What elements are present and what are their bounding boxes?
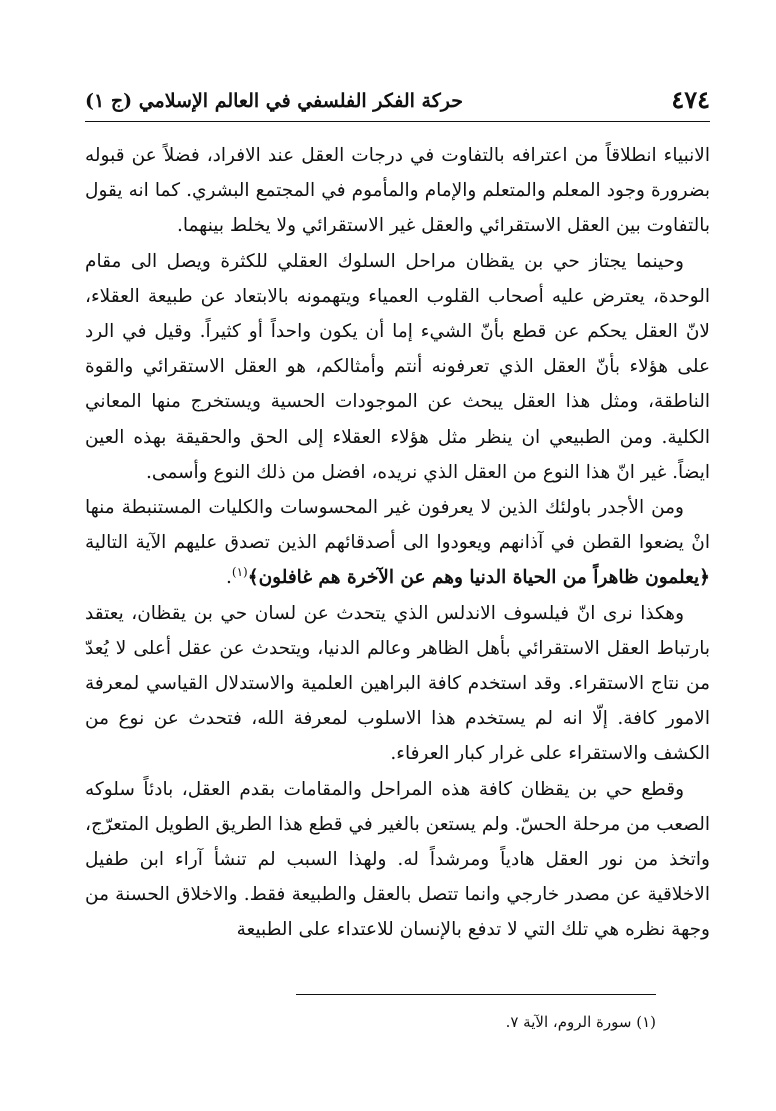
paragraph: الانبياء انطلاقاً من اعترافه بالتفاوت في درجات العقل عند الافراد، فضلاً عن قبوله بضرورة وجود المعلم والمتعلم والإمام والمأموم في المجتمع البشري. كما انه يقول بالتفاوت بين العقل الاستقرائي والعقل غير الاستقرائي ولا يخلط بينهما. (85, 145, 710, 237)
footnote-marker[interactable]: (١) (231, 565, 248, 580)
footnote: (١) سورة الروم، الآية ٧. (505, 1013, 656, 1031)
header-rule (85, 121, 710, 122)
verse-end: . (226, 567, 232, 589)
page-number: ٤٧٤ (671, 85, 710, 114)
paragraph: وحينما يجتاز حي بن يقظان مراحل السلوك العقلي للكثرة ويصل الى مقام الوحدة، يعترض عليه أصحاب القلوب العمياء ويتهمونه بالابتعاد عن طبيعة العقلاء، لانّ العقل يحكم عن قطع بأنّ الشيء إما أن يكون واحداً أو كثيراً. وقيل في الرد على هؤلاء بأنّ العقل الذي تعرفونه أنتم وأمثالكم، هو العقل الاستقرائي والقوة الناطقة، ومثل هذا العقل يبحث عن الموجودات الحسية ويستخرج منها المعاني الكلية. ومن الطبيعي ان ينظر مثل هؤلاء العقلاء إلى الحق والحقيقة بهذه العين ايضاً. غير انّ هذا النوع من العقل الذي نريده، افضل من ذلك النوع وأسمى. (85, 250, 710, 483)
running-title: حركة الفكر الفلسفي في العالم الإسلامي (ج ١) (85, 90, 464, 112)
body-text (85, 138, 710, 948)
paragraph-text: ومن الأجدر باولئك الذين لا يعرفون غير المحسوسات والكليات المستنبطة منها انْ يضعوا القطن في آذانهم ويعودوا الى أصدقائهم الذين تصدق عليهم الآية التالية (85, 497, 710, 554)
paragraph (85, 490, 710, 596)
quran-verse: ﴿يعلمون ظاهراً من الحياة الدنيا وهم عن الآخرة هم غافلون﴾ (247, 567, 710, 589)
page-header (85, 84, 710, 120)
paragraph: وقطع حي بن يقظان كافة هذه المراحل والمقامات بقدم العقل، بادئاً سلوكه الصعب من مرحلة الحسّ. ولم يستعن بالغير في قطع هذا الطريق الطويل المتعرّج، واتخذ من نور العقل هادياً ومرشداً له. ولهذا السبب لم تنشأ آراء ابن طفيل الاخلاقية عن مصدر خارجي وانما تتصل بالعقل والطبيعة فقط. والاخلاق الحسنة من وجهة نظره هي تلك التي لا تدفع بالإنسان للاعتداء على الطبيعة (85, 778, 710, 941)
paragraph: وهكذا نرى انّ فيلسوف الاندلس الذي يتحدث عن لسان حي بن يقظان، يعتقد بارتباط العقل الاستقرائي بأهل الظاهر وعالم الدنيا، ويتحدث عن عقل أعلى لا يُعدّ من نتاج الاستقراء. وقد استخدم كافة البراهين العلمية والاستدلال القياسي لمعرفة الامور كافة. إلّا انه لم يستخدم هذا الاسلوب لمعرفة الله، فتحدث عن نوع من الكشف والاستقراء على غرار كبار العرفاء. (85, 602, 710, 765)
footnote-rule (296, 994, 656, 995)
